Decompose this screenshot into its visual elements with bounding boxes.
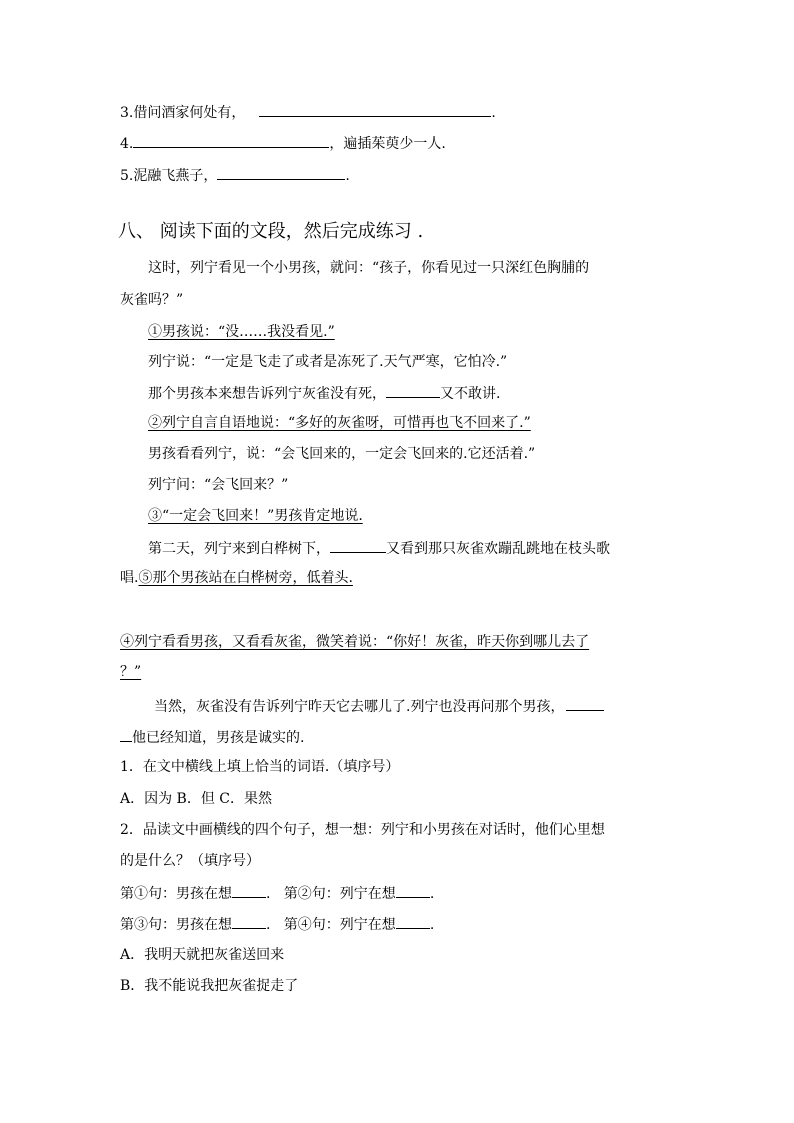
- option-b: B．我不能说我把灰雀捉走了: [120, 978, 299, 994]
- passage-para-6-cont-text: 唱.: [120, 570, 139, 586]
- passage-para-3-text: 那个男孩本来想告诉列宁灰雀没有死，: [148, 386, 386, 402]
- answer-blank[interactable]: [217, 164, 345, 180]
- q2-row-1-b: . 第②句：列宁在想: [266, 886, 396, 902]
- answer-blank[interactable]: [396, 913, 430, 929]
- passage-para-3: [148, 382, 500, 404]
- poem-line-4: [120, 132, 446, 154]
- q2-row-1-c: .: [429, 886, 435, 902]
- question-2-row-2: [120, 913, 434, 935]
- passage-para-6: [148, 537, 610, 559]
- underlined-sentence-4: ④列宁看看男孩，又看看灰雀，微笑着说：“你好！灰雀，昨天你到哪儿去了: [120, 634, 590, 650]
- passage-para-6-end: 又看到那只灰雀欢蹦乱跳地在枝头歌: [386, 541, 610, 557]
- passage-para-7-cont: [120, 726, 304, 748]
- passage-para-1-cont: 灰雀吗？”: [120, 292, 184, 308]
- passage-para-6-cont: [120, 568, 353, 588]
- answer-blank[interactable]: [259, 101, 491, 117]
- poem-line-4-text: ，遍插茱萸少一人.: [329, 136, 446, 152]
- answer-blank[interactable]: [232, 913, 266, 929]
- passage-para-4: 男孩看看列宁，说：“会飞回来的，一定会飞回来的.它还活着.”: [148, 446, 536, 462]
- question-1-options: A．因为 B．但 C．果然: [120, 791, 273, 807]
- answer-blank[interactable]: [232, 882, 266, 898]
- poem-line-5: [120, 164, 350, 186]
- answer-blank[interactable]: [133, 132, 329, 148]
- poem-line-3-end: .: [491, 105, 496, 121]
- answer-blank[interactable]: [386, 382, 440, 398]
- passage-para-2: 列宁说：“一定是飞走了或者是冻死了.天气严寒，它怕冷.”: [148, 354, 508, 370]
- q2-row-1-a: 第①句：男孩在想: [120, 886, 232, 902]
- passage-para-7-end: 他已经知道，男孩是诚实的.: [132, 730, 305, 746]
- passage-para-7-text: 当然，灰雀没有告诉列宁昨天它去哪儿了.列宁也没再问那个男孩，: [154, 699, 565, 715]
- underlined-sentence-1: ①男孩说：“没……我没看见.”: [148, 324, 335, 340]
- underlined-sentence-5: ⑤那个男孩站在白桦树旁，低着头.: [138, 570, 353, 586]
- answer-blank[interactable]: [566, 695, 604, 711]
- section-heading: 八、 阅读下面的文段，然后完成练习 .: [118, 221, 424, 242]
- poem-line-3-text: 3.借问酒家何处有，: [120, 105, 246, 121]
- question-1: 1．在文中横线上填上恰当的词语.（填序号）: [120, 759, 400, 775]
- passage-para-5: 列宁问：“会飞回来？”: [148, 477, 289, 493]
- passage-para-1: 这时，列宁看见一个小男孩，就问：“孩子，你看见过一只深红色胸脯的: [148, 260, 590, 276]
- underlined-sentence-3: ③“一定会飞回来！”男孩肯定地说.: [148, 508, 363, 524]
- poem-line-5-text: 5.泥融飞燕子，: [120, 168, 218, 184]
- question-2: 2．品读文中画横线的四个句子，想一想：列宁和小男孩在对话时，他们心里想: [120, 822, 605, 838]
- answer-blank[interactable]: [120, 726, 132, 742]
- poem-line-4-num: 4.: [120, 136, 134, 152]
- underlined-sentence-2: ②列宁自言自语地说：“多好的灰雀呀，可惜再也飞不回来了.”: [148, 415, 531, 431]
- q2-row-2-c: .: [429, 917, 435, 933]
- poem-line-5-end: .: [345, 168, 350, 184]
- passage-para-7: [154, 695, 604, 717]
- q2-row-2-b: . 第④句：列宁在想: [266, 917, 396, 933]
- answer-blank[interactable]: [330, 537, 386, 553]
- question-2-cont: 的是什么？（填序号）: [120, 853, 260, 869]
- underlined-sentence-4-cont: ？”: [120, 664, 142, 680]
- option-a: A．我明天就把灰雀送回来: [120, 947, 285, 963]
- q2-row-2-a: 第③句：男孩在想: [120, 917, 232, 933]
- passage-para-6-text: 第二天，列宁来到白桦树下，: [148, 541, 330, 557]
- question-2-row-1: [120, 882, 434, 904]
- passage-para-3-end: 又不敢讲.: [440, 386, 501, 402]
- answer-blank[interactable]: [396, 882, 430, 898]
- poem-line-3: [120, 101, 496, 123]
